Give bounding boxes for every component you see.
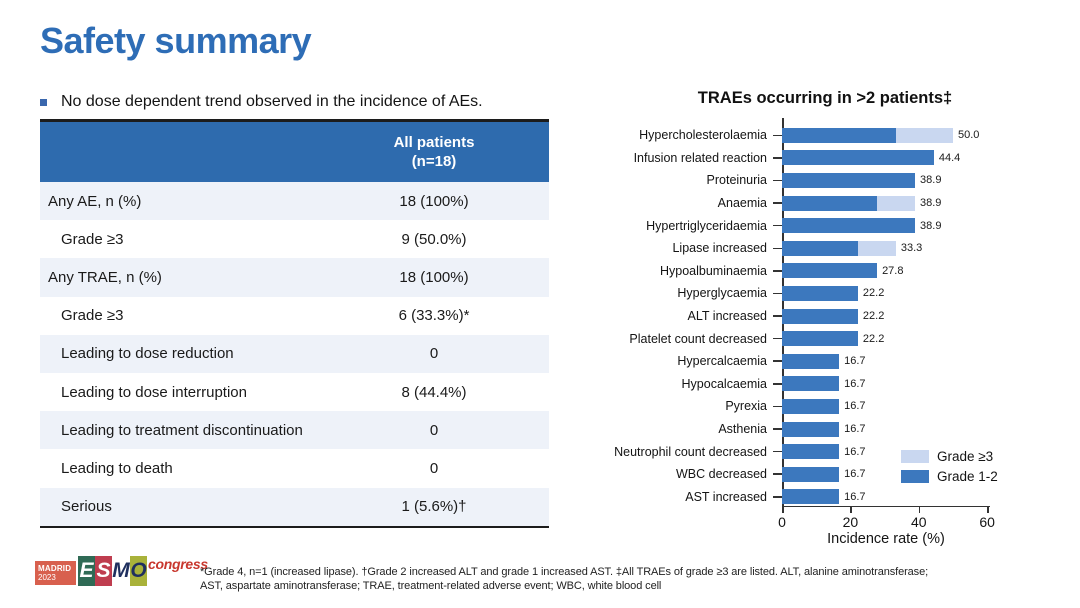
footnote-line: AST, aspartate aminotransferase; TRAE, treatment-related adverse event; WBC, white blood cell [200, 580, 662, 592]
bar-category-label: WBC decreased [675, 467, 767, 482]
chart-legend [901, 446, 998, 486]
stacked-bar [782, 399, 839, 414]
esmo-congress-logo [35, 556, 208, 592]
bar-segment-grade12 [782, 196, 877, 211]
x-axis-tick [987, 507, 989, 513]
bar-category-label: Hypercholesterolaemia [639, 128, 767, 143]
table-row-value: 0 [429, 459, 439, 477]
bar-category-label: Platelet count decreased [629, 331, 767, 346]
bar-category-label: Hypoalbuminaemia [659, 263, 767, 278]
bar-category-label: Hypertriglyceridaemia [646, 218, 767, 233]
legend-swatch [901, 450, 929, 463]
table-row-value: 6 (33.3%)* [398, 307, 470, 325]
table-row-value: 18 (100%) [399, 192, 469, 210]
bar-value-label: 22.2 [862, 287, 885, 300]
bar-row [600, 169, 1070, 192]
bar-segment-grade12 [782, 218, 915, 233]
esmo-letter-e: E [78, 556, 95, 586]
stacked-bar [782, 128, 953, 143]
y-axis-tick [770, 315, 782, 317]
bar-value-label: 44.4 [938, 151, 961, 164]
bar-value-label: 16.7 [844, 468, 866, 481]
legend-label: Grade 1-2 [937, 468, 998, 484]
table-row [40, 335, 549, 373]
bar-chart [600, 124, 1070, 508]
table-row [40, 488, 549, 526]
x-axis-tick-label: 0 [778, 514, 786, 530]
stacked-bar [782, 309, 858, 324]
bar-row [600, 214, 1070, 237]
bar-category-label: Infusion related reaction [633, 150, 767, 165]
legend-label: Grade ≥3 [937, 448, 994, 464]
table-header-all-patients [319, 122, 549, 182]
legend-item [901, 466, 998, 486]
y-axis-tick [770, 428, 782, 430]
x-axis-tick-label: 20 [842, 514, 859, 530]
table-row-label: Serious [61, 498, 112, 516]
table-row [40, 297, 549, 335]
bar-row [600, 192, 1070, 215]
bar-row [600, 305, 1070, 328]
bar-category-label: ALT increased [687, 309, 767, 324]
bar-row [600, 350, 1070, 373]
table-row-label: Any TRAE, n (%) [48, 268, 162, 286]
bar-value-label: 38.9 [920, 197, 942, 210]
legend-swatch [901, 470, 929, 483]
y-axis-tick [770, 157, 782, 159]
esmo-letter-s: S [95, 556, 112, 586]
esmo-letter-m: M [112, 556, 130, 586]
bar-row [600, 440, 1070, 463]
bar-category-label: Anaemia [717, 196, 767, 211]
footnote-line: *Grade 4, n=1 (increased lipase). †Grade 2 increased ALT and grade 1 increased AST. ‡All TRAEs of grade ≥3 are listed. ALT, alanine aminotransferase; [200, 566, 929, 578]
bar-segment-grade12 [782, 128, 896, 143]
bar-value-label: 50.0 [957, 129, 980, 142]
bar-category-label: Hypercalcaemia [677, 354, 767, 369]
bar-segment-grade12 [782, 376, 839, 391]
bullet-row [40, 93, 483, 111]
table-row-label: Grade ≥3 [61, 307, 124, 325]
stacked-bar [782, 173, 915, 188]
y-axis-tick [770, 406, 782, 408]
bar-row [600, 463, 1070, 486]
table-row-value: 1 (5.6%)† [401, 498, 467, 516]
bar-segment-grade3plus [858, 241, 896, 256]
bar-row [600, 486, 1070, 509]
bar-segment-grade12 [782, 331, 858, 346]
x-axis-tick [919, 507, 921, 513]
y-axis-tick [770, 496, 782, 498]
table-header-line2: (n=18) [411, 153, 457, 170]
table-row-label: Grade ≥3 [61, 230, 124, 248]
bar-segment-grade12 [782, 173, 915, 188]
bar-segment-grade12 [782, 422, 839, 437]
stacked-bar [782, 263, 877, 278]
table-row [40, 449, 549, 487]
y-axis-tick [770, 451, 782, 453]
bar-value-label: 33.3 [900, 242, 923, 255]
bar-segment-grade12 [782, 399, 839, 414]
bar-value-label: 16.7 [844, 377, 866, 390]
bar-row [600, 282, 1070, 305]
year-label: 2023 [38, 573, 56, 582]
stacked-bar [782, 196, 915, 211]
table-row-value: 18 (100%) [399, 268, 469, 286]
y-axis-tick [770, 270, 782, 272]
table-row-label: Leading to treatment discontinuation [61, 421, 303, 439]
x-axis-tick-label: 60 [979, 514, 995, 530]
y-axis-tick [770, 473, 782, 475]
y-axis-tick [770, 180, 782, 182]
bullet-text: No dose dependent trend observed in the incidence of AEs. [61, 93, 483, 110]
bar-segment-grade12 [782, 354, 839, 369]
y-axis-tick [770, 338, 782, 340]
bar-value-label: 38.9 [920, 174, 942, 187]
safety-table [40, 119, 549, 528]
bar-row [600, 147, 1070, 170]
esmo-wordmark [78, 556, 147, 586]
stacked-bar [782, 467, 839, 482]
bar-category-label: Neutrophil count decreased [614, 444, 767, 459]
bar-row [600, 327, 1070, 350]
bar-row [600, 237, 1070, 260]
congress-label: congress [148, 556, 208, 572]
bar-value-label: 27.8 [882, 264, 904, 277]
table-header [40, 122, 549, 182]
bar-value-label: 22.2 [862, 310, 885, 323]
table-row-value: 9 (50.0%) [401, 230, 467, 248]
bar-category-label: AST increased [685, 489, 767, 504]
stacked-bar [782, 354, 839, 369]
bar-category-label: Hyperglycaemia [677, 286, 767, 301]
stacked-bar [782, 376, 839, 391]
table-row-value: 0 [429, 345, 439, 363]
x-axis-tick [850, 507, 852, 513]
table-row [40, 220, 549, 258]
bar-segment-grade12 [782, 444, 839, 459]
page-title: Safety summary [40, 20, 312, 61]
table-row-label: Leading to death [61, 459, 173, 477]
bar-segment-grade3plus [877, 196, 915, 211]
bar-category-label: Hypocalcaemia [681, 376, 767, 391]
y-axis-tick [770, 248, 782, 250]
bar-segment-grade12 [782, 150, 934, 165]
bar-value-label: 16.7 [844, 445, 866, 458]
bar-row [600, 373, 1070, 396]
bar-category-label: Lipase increased [672, 241, 767, 256]
bar-segment-grade12 [782, 467, 839, 482]
esmo-letter-o: O [130, 556, 147, 586]
footnote-text [200, 565, 1072, 593]
table-header-empty-cell [40, 122, 319, 182]
bar-value-label: 16.7 [844, 355, 866, 368]
bar-value-label: 22.2 [862, 332, 885, 345]
y-axis-tick [770, 202, 782, 204]
bar-value-label: 16.7 [844, 423, 866, 436]
stacked-bar [782, 422, 839, 437]
stacked-bar [782, 489, 839, 504]
y-axis-tick [770, 225, 782, 227]
table-row-value: 8 (44.4%) [401, 383, 467, 401]
bar-segment-grade3plus [896, 128, 953, 143]
y-axis-tick [770, 135, 782, 137]
bar-category-label: Asthenia [718, 422, 767, 437]
bar-category-label: Proteinuria [706, 173, 767, 188]
x-axis-tick [782, 507, 784, 513]
bar-segment-grade12 [782, 309, 858, 324]
y-axis-tick [770, 383, 782, 385]
bar-row [600, 124, 1070, 147]
legend-item [901, 446, 998, 466]
y-axis-tick [770, 360, 782, 362]
table-body [40, 182, 549, 526]
madrid-2023-badge [35, 561, 76, 585]
bar-category-label: Pyrexia [725, 399, 767, 414]
bar-segment-grade12 [782, 489, 839, 504]
stacked-bar [782, 218, 915, 233]
table-row [40, 258, 549, 296]
chart-x-axis-label: Incidence rate (%) [827, 531, 945, 547]
bar-segment-grade12 [782, 263, 877, 278]
bar-row [600, 395, 1070, 418]
stacked-bar [782, 286, 858, 301]
table-row-label: Any AE, n (%) [48, 192, 142, 210]
madrid-label: MADRID [38, 564, 72, 573]
bar-row [600, 260, 1070, 283]
table-row [40, 373, 549, 411]
chart-title: TRAEs occurring in >2 patients‡ [697, 89, 953, 107]
table-row-label: Leading to dose interruption [61, 383, 247, 401]
table-row-label: Leading to dose reduction [61, 345, 234, 363]
table-header-line1: All patients [393, 134, 475, 151]
table-row-value: 0 [429, 421, 439, 439]
bar-value-label: 38.9 [920, 219, 942, 232]
x-axis-tick-label: 40 [911, 514, 927, 530]
bar-segment-grade12 [782, 286, 858, 301]
stacked-bar [782, 150, 934, 165]
y-axis-tick [770, 293, 782, 295]
table-row [40, 182, 549, 220]
bullet-icon [40, 99, 47, 106]
stacked-bar [782, 444, 839, 459]
bar-row [600, 418, 1070, 441]
bar-segment-grade12 [782, 241, 858, 256]
table-row [40, 411, 549, 449]
stacked-bar [782, 331, 858, 346]
stacked-bar [782, 241, 896, 256]
bar-value-label: 16.7 [844, 400, 866, 413]
bar-value-label: 16.7 [844, 490, 866, 503]
